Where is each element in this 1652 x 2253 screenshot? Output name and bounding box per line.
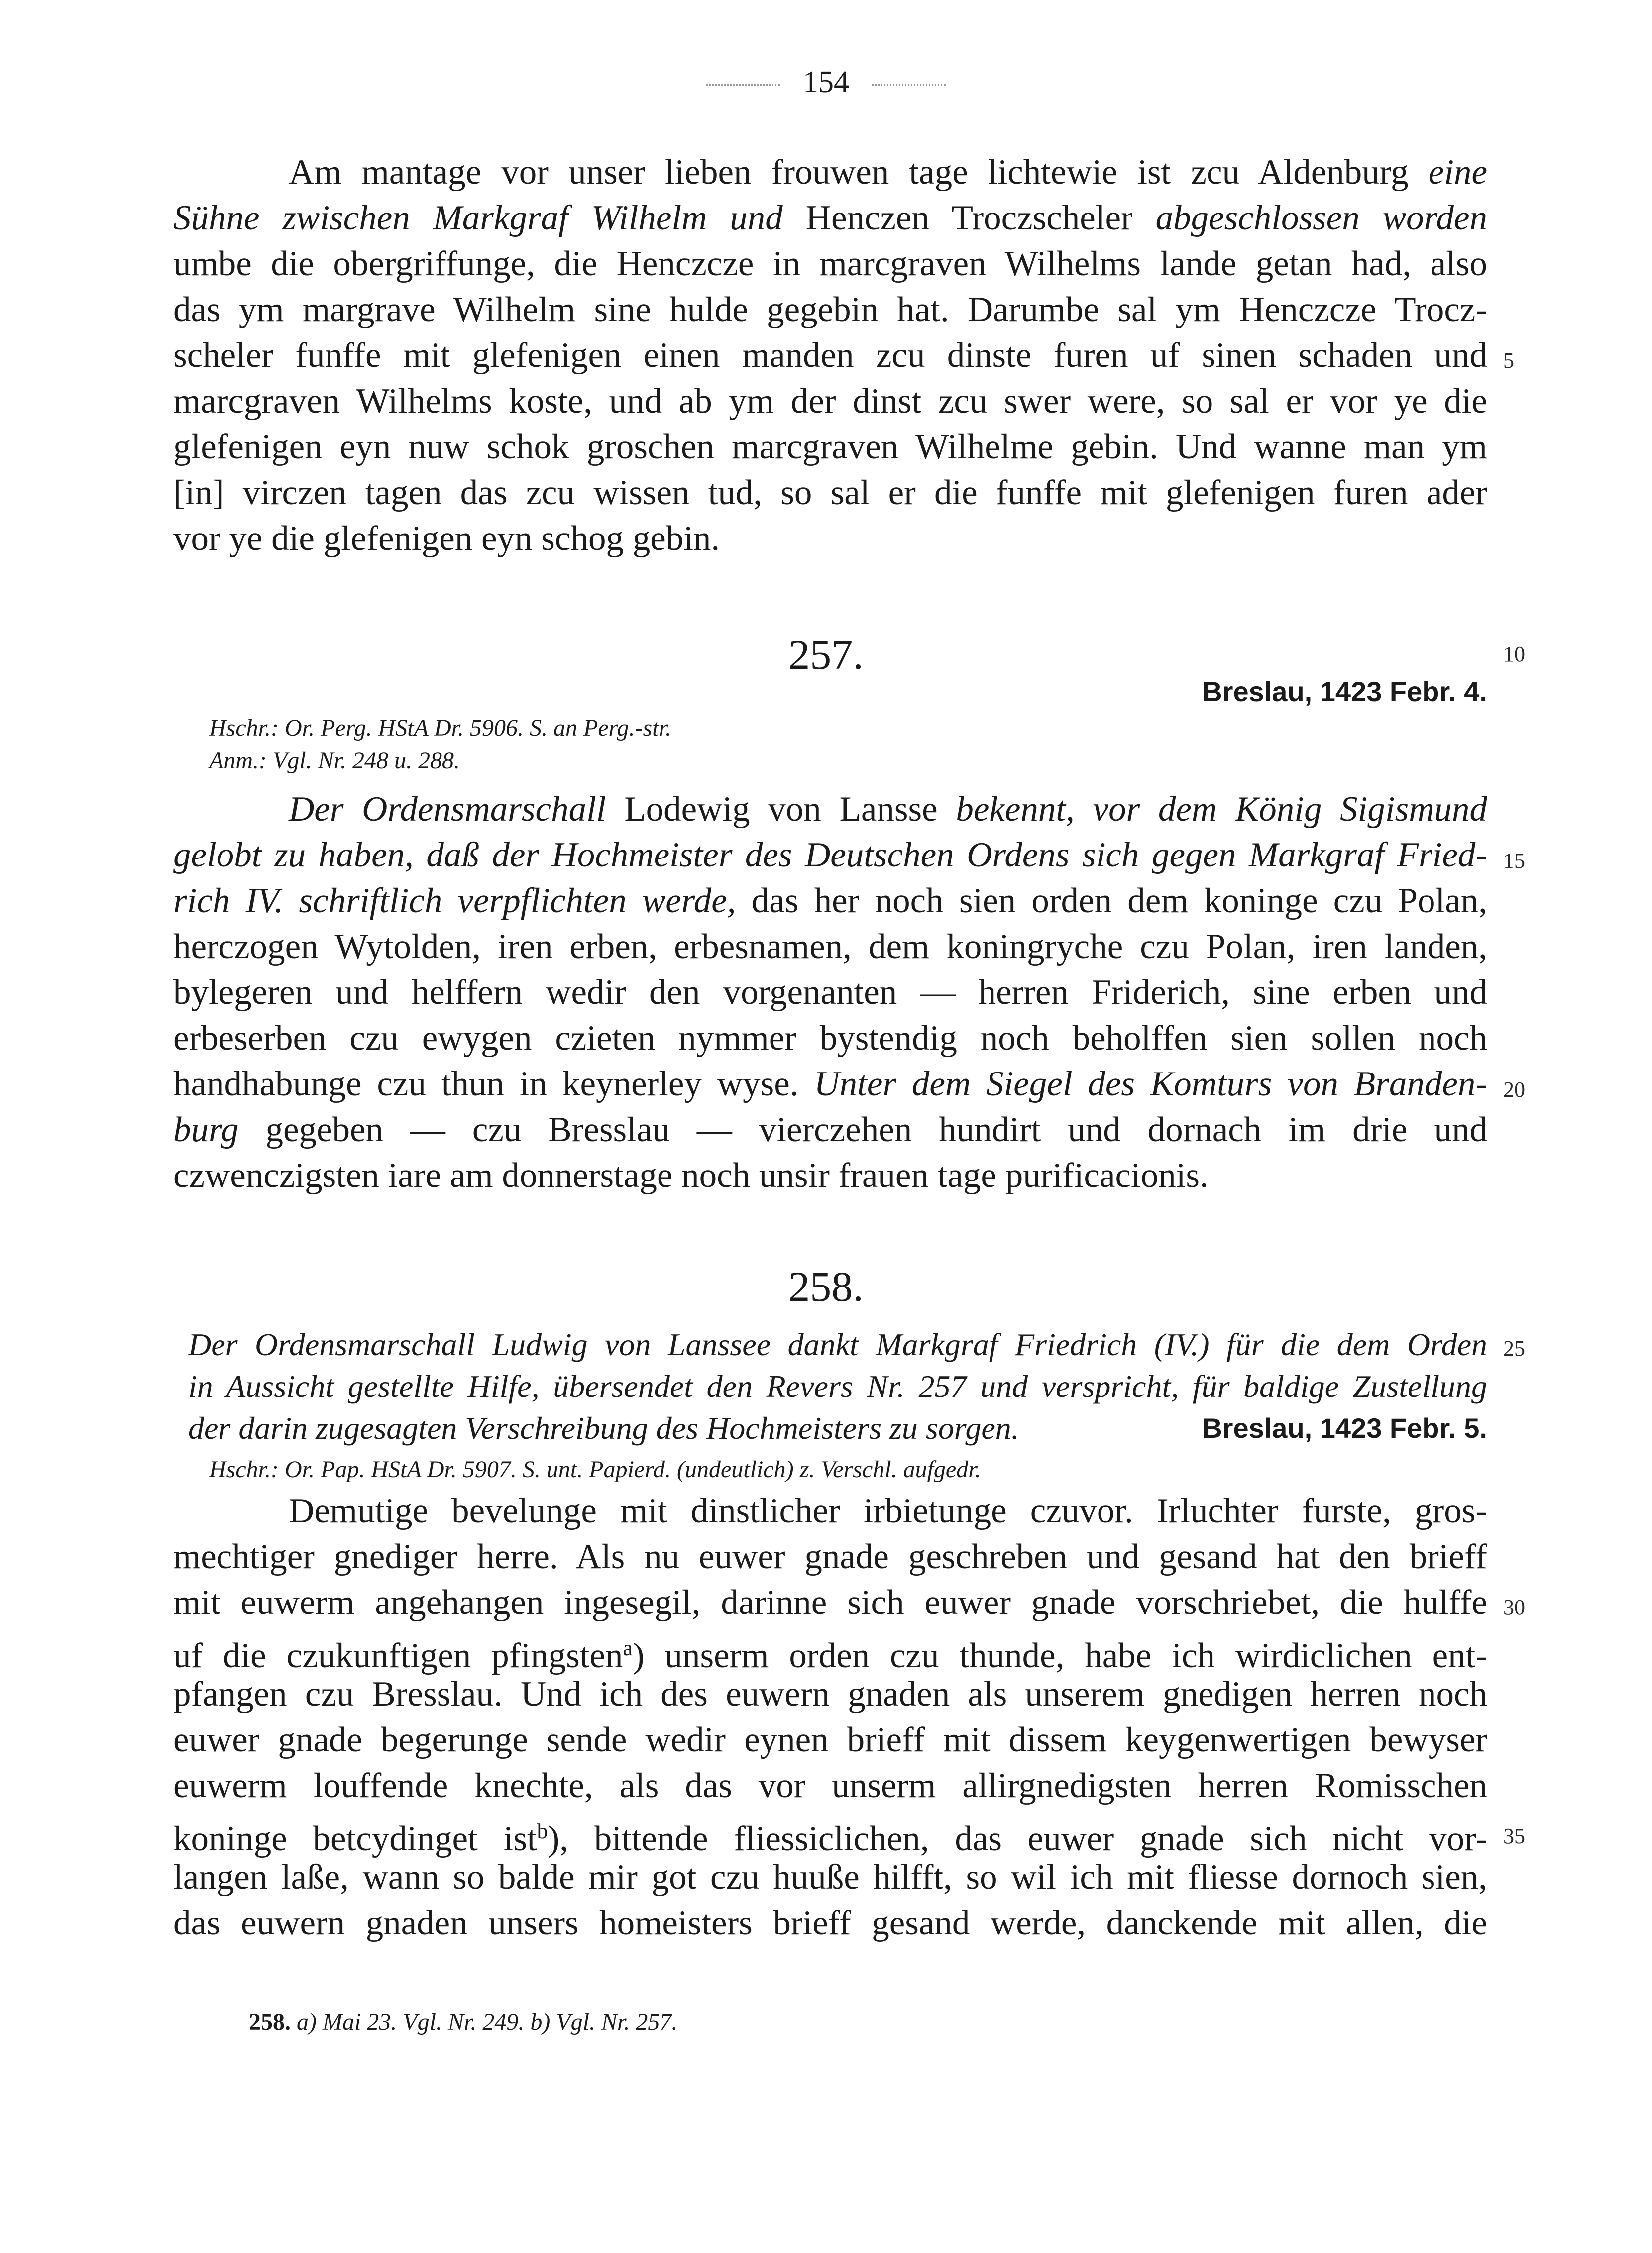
body-line [173,924,1487,969]
margin-line-number: 10 [1503,642,1525,666]
text-run: mechtiger gnediger herre. Als nu euwer gnade geschreben und gesand hat den brieff [173,1537,1487,1576]
text-run: das her noch sien orden dem koninge czu Polan, [736,881,1487,920]
body-line [173,969,1487,1015]
body-line [173,1854,1487,1900]
annotation-note: Anm.: Vgl. Nr. 248 u. 288. [209,748,460,774]
text-run: Lodewig von Lansse [606,790,956,829]
footnote-marker: a [623,1636,633,1660]
text-run: Am mantage vor unser lieben frouwen tage lichtewie ist zcu Aldenburg [289,153,1429,192]
intro-line [173,287,1487,332]
body-line [173,1107,1487,1153]
text-run: mit euwerm angehangen ingesegil, darinne sich euwer gnade vorschriebet, die hulffe [173,1583,1487,1622]
text-run: gegeben — czu Bresslau — vierczehen hundirt und dornach im drie und [238,1110,1487,1149]
body-line [289,1488,1487,1534]
header-rule-right [872,84,946,86]
regest-line: Der Ordensmarschall Ludwig von Lanssee dankt Markgraf Friedrich (IV.) für die dem Orden [188,1327,1487,1362]
body-line [173,1671,1487,1717]
text-run: euwerm louffende knechte, als das vor unserm allirgnedigsten herren Romisschen [173,1766,1487,1805]
text-run: Henczen Troczscheler [782,199,1156,237]
regest-line: in Aussicht gestellte Hilfe, übersendet den Revers Nr. 257 und verspricht, für baldige Zustellung [188,1369,1487,1404]
intro-line [173,424,1487,470]
italic-text: burg [173,1110,239,1149]
intro-line [173,195,1487,241]
footnote-marker: b [537,1819,548,1843]
body-line [173,1153,1487,1198]
text-run: ) unserm orden czu thunde, habe ich wirdiclichen ent- [632,1636,1487,1675]
body-line [173,1061,1487,1107]
margin-line-number: 35 [1503,1824,1525,1848]
manuscript-note: Hschr.: Or. Pap. HStA Dr. 5907. S. unt. Papierd. (undeutlich) z. Verschl. aufgedr. [209,1456,981,1483]
body-line [173,1580,1487,1625]
text-run: das ym margrave Wilhelm sine hulde gegebin hat. Darumbe sal ym Henczcze Trocz- [173,290,1487,329]
text-run: erbeserben czu ewygen czieten nymmer bystendig noch beholffen sien sollen noch [173,1019,1487,1058]
body-line [173,1809,1488,1858]
margin-line-number: 30 [1503,1595,1525,1619]
italic-text: Unter dem Siegel des Komturs von Branden- [814,1065,1487,1103]
body-line [173,1625,1487,1675]
body-line [173,1534,1487,1580]
intro-line [173,332,1487,378]
text-run: [in] virczen tagen das zcu wissen tud, so sal er die funffe mit glefenigen furen ader [173,473,1487,512]
page-header [0,65,1652,100]
margin-line-number: 15 [1503,849,1525,873]
text-run: koninge betcydinget ist [173,1820,537,1858]
text-run: langen laße, wann so balde mir got czu huuße hilfft, so wil ich mit fliesse dornoch sien, [173,1858,1487,1897]
footnote-text: a) Mai 23. Vgl. Nr. 249. b) Vgl. Nr. 257. [291,2009,678,2035]
text-run: umbe die obergriffunge, die Henczcze in marcgraven Wilhelms lande getan had, also [173,244,1487,283]
text-run: herczogen Wytolden, iren erben, erbesnamen, dem koningryche czu Polan, iren landen, [173,927,1487,966]
intro-line [173,241,1487,287]
document-number-258: 258. [788,1263,864,1310]
italic-text: rich IV. schriftlich verpflichten werde, [173,881,736,920]
italic-text: gelobt zu haben, daß der Hochmeister des Deutschen Ordens sich gegen Markgraf Fried- [173,836,1487,874]
text-run: scheler funffe mit glefenigen einen manden zcu dinste furen uf sinen schaden und [173,336,1487,375]
regest-line: der darin zugesagten Verschreibung des Hochmeisters zu sorgen. [188,1410,1019,1446]
italic-text: eine [1428,153,1487,192]
text-run: ), bittende fliessiclichen, das euwer gnade sich nicht vor- [548,1820,1488,1858]
text-run: Demutige bevelunge mit dinstlicher irbietunge czuvor. Irluchter furste, gros- [289,1492,1487,1530]
text-run: uf die czukunftigen pfingsten [173,1636,623,1675]
intro-line [289,149,1487,195]
intro-line [173,378,1487,424]
body-line [173,1763,1487,1809]
italic-text: abgeschlossen worden [1155,199,1487,237]
body-line [173,1015,1487,1061]
document-date-258: Breslau, 1423 Febr. 5. [1202,1412,1487,1444]
page-number: 154 [803,65,849,99]
text-run: euwer gnade begerunge sende wedir eynen brieff mit dissem keygenwertigen bewyser [173,1720,1487,1759]
footnote [249,2006,677,2038]
document-number-257: 257. [788,631,864,678]
body-line [173,878,1487,924]
text-run: das euwern gnaden unsers homeisters brieff gesand werde, danckende mit allen, die [173,1904,1487,1942]
text-run: pfangen czu Bresslau. Und ich des euwern gnaden als unserem gnedigen herren noch [173,1675,1487,1714]
body-line [289,786,1487,832]
italic-text: Der Ordensmarschall [289,790,606,829]
footnote-lead: 258. [249,2009,291,2035]
text-run: marcgraven Wilhelms koste, und ab ym der dinst zcu swer were, so sal er vor ye die [173,382,1487,421]
text-run: vor ye die glefenigen eyn schog gebin. [173,519,720,558]
intro-line [173,516,1487,561]
margin-line-number: 20 [1503,1077,1525,1102]
manuscript-note: Hschr.: Or. Perg. HStA Dr. 5906. S. an Perg.-str. [209,715,671,741]
italic-text: bekennt, vor dem König Sigismund [956,790,1487,829]
body-line [173,832,1487,878]
header-rule-left [706,84,780,86]
italic-text: Sühne zwischen Markgraf Wilhelm und [173,199,783,237]
margin-line-number: 25 [1503,1336,1525,1361]
text-run: handhabunge czu thun in keynerley wyse. [173,1065,814,1103]
text-run: bylegeren und helffern wedir den vorgenanten — herren Friderich, sine erben und [173,973,1487,1012]
document-date-257: Breslau, 1423 Febr. 4. [1202,676,1487,707]
body-line [173,1900,1487,1946]
text-run: czwenczigsten iare am donnerstage noch unsir frauen tage purificacionis. [173,1156,1209,1195]
body-line [173,1717,1487,1763]
margin-line-number: 5 [1503,348,1514,373]
text-run: glefenigen eyn nuw schok groschen marcgraven Wilhelme gebin. Und wanne man ym [173,428,1487,466]
intro-line [173,470,1487,516]
